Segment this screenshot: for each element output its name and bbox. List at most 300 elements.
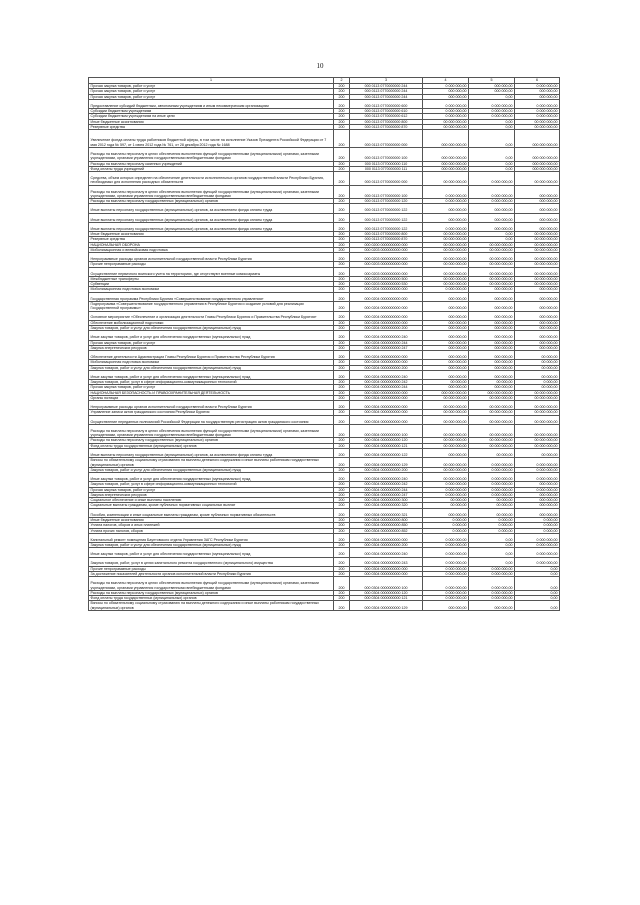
row-remainder-amount-cell: 00 000 000,00 [515,247,560,252]
row-approved-amount-cell: 0 000,00 [423,523,469,528]
row-executed-amount-cell: 000 000,00 [469,360,515,365]
row-budget-code-cell: 000 0203 0000000000 500 [350,276,423,281]
row-budget-code-cell: 000 0113 0770000000 120 [350,199,423,204]
row-executed-amount-cell: 0 000 000,00 [469,577,515,591]
row-remainder-amount-cell: 000 000 000,00 [515,166,560,171]
row-executed-amount-cell: 0,00 [469,124,515,129]
table-row [89,401,560,410]
row-budget-code-cell: 000 0113 0770000000 800 [350,119,423,124]
row-line-code-cell: 200 [334,253,350,262]
row-executed-amount-cell: 0 000 000,00 [469,473,515,482]
row-budget-code-cell: 000 0203 0000000000 000 [350,247,423,252]
row-remainder-amount-cell: 000 000,00 [515,345,560,350]
row-approved-amount-cell: 00 000,00 [423,498,469,503]
row-remainder-amount-cell: 000 000,00 [515,498,560,503]
row-remainder-amount-cell: 0,00 [515,577,560,591]
row-executed-amount-cell: 000 000,00 [469,601,515,611]
row-line-code-cell: 200 [334,601,350,611]
budget-table [88,77,560,611]
table-row [89,508,560,517]
row-remainder-amount-cell: 00 000,00 [515,449,560,458]
row-executed-amount-cell: 0 000 000,00 [469,482,515,487]
row-budget-code-cell: 000 0113 0770000000 600 [350,99,423,108]
row-approved-amount-cell: 00 000 000,00 [423,232,469,237]
row-name-cell: Прочая закупка товаров, работ и услуг [89,84,334,89]
row-budget-code-cell: 000 0203 0000000000 530 [350,282,423,287]
table-row [89,577,560,591]
row-line-code-cell: 200 [334,438,350,443]
row-approved-amount-cell: 0 000 000,00 [423,533,469,542]
row-remainder-amount-cell: 0 000,00 [515,528,560,533]
row-approved-amount-cell: 00 000 000,00 [423,473,469,482]
row-name-cell: Закупка товаров, работ и услуг для обеспечения государственных (муниципальных) нужд [89,467,334,472]
row-budget-code-cell: 000 0203 0000000000 000 [350,262,423,267]
row-approved-amount-cell: 000 000,00 [423,360,469,365]
row-executed-amount-cell: 000 000,00 [469,287,515,292]
row-name-cell: Расходы на выплаты персоналу в целях обеспечения выполнения функций государственными (муниципальными) органами, казенными учреждениями, органами управления государственными внебюджетными фондами [89,148,334,162]
row-remainder-amount-cell: 00 000,00 [515,370,560,379]
row-budget-code-cell: 000 0304 0000000000 320 [350,503,423,508]
row-remainder-amount-cell: 00 000 000,00 [515,232,560,237]
row-name-cell: Закупка энергетических ресурсов [89,492,334,497]
table-row [89,292,560,301]
row-approved-amount-cell: 00 000 000,00 [423,424,469,438]
row-budget-code-cell: 000 0304 0000000000 129 [350,458,423,468]
row-remainder-amount-cell: 0 000 000,00 [515,84,560,89]
row-name-cell: Расходы на выплаты персоналу государственных (муниципальных) органов [89,199,334,204]
row-line-code-cell: 200 [334,199,350,204]
row-remainder-amount-cell: 0,00 [515,566,560,571]
row-budget-code-cell: 000 0304 0000000000 121 [350,596,423,601]
row-remainder-amount-cell: 000 000,00 [515,213,560,222]
row-line-code-cell: 200 [334,449,350,458]
column-header: 6 [515,78,560,84]
row-line-code-cell: 200 [334,415,350,424]
row-budget-code-cell: 000 0203 0000000000 000 [350,267,423,276]
row-executed-amount-cell: 00 000 000,00 [469,282,515,287]
row-executed-amount-cell: 00 000 000,00 [469,415,515,424]
row-name-cell: Закупка товаров, работ, услуг в сфере информационно-коммуникационных технологий [89,482,334,487]
row-approved-amount-cell: 00 000,00 [423,503,469,508]
row-executed-amount-cell: 000 000,00 [469,204,515,213]
row-executed-amount-cell: 00 000,00 [469,498,515,503]
row-remainder-amount-cell: 00 000 000,00 [515,262,560,267]
row-name-cell: Государственная программа Республики Бурятия «Совершенствование государственного управления» [89,292,334,301]
row-name-cell: За достижение показателей деятельности органов исполнительной власти Республики Бурятия [89,572,334,577]
row-approved-amount-cell: 000 000,00 [423,345,469,350]
row-approved-amount-cell: 000 000,00 [423,365,469,370]
row-approved-amount-cell: 0 000 000,00 [423,287,469,292]
row-remainder-amount-cell: 00 000 000,00 [515,410,560,415]
table-row [89,557,560,566]
table-row [89,331,560,340]
row-name-cell: Иные закупки товаров, работ и услуг для обеспечения государственных (муниципальных) нужд [89,331,334,340]
row-approved-amount-cell: 00 000 000,00 [423,467,469,472]
row-executed-amount-cell: 0,00 [469,232,515,237]
row-name-cell: Прочая закупка товаров, работ и услуг [89,487,334,492]
row-executed-amount-cell: 000 000,00 [469,89,515,94]
row-budget-code-cell: 000 0113 0770000000 800 [350,232,423,237]
row-line-code-cell: 200 [334,566,350,571]
row-remainder-amount-cell: 0 000 000,00 [515,487,560,492]
row-name-cell: Непрограммные расходы органов исполнительной государственной власти Республики Бурятия [89,401,334,410]
row-executed-amount-cell: 000 000,00 [469,340,515,345]
row-remainder-amount-cell: 000 000,00 [515,301,560,311]
row-approved-amount-cell: 00 000 000,00 [423,267,469,276]
row-line-code-cell: 200 [334,276,350,281]
row-executed-amount-cell: 000 000,00 [469,222,515,231]
row-name-cell: Мобилизационная подготовка экономики [89,287,334,292]
row-approved-amount-cell: 000 000 000,00 [423,130,469,148]
row-remainder-amount-cell: 000 000,00 [515,287,560,292]
row-budget-code-cell: 000 0113 0770000000 244 [350,94,423,99]
row-remainder-amount-cell: 00 000 000,00 [515,267,560,276]
row-name-cell: Осуществление переданных полномочий Российской Федерации на государственную регистрацию актов гражданского состояния [89,415,334,424]
row-remainder-amount-cell: 0,00 [515,572,560,577]
row-remainder-amount-cell: 0 000 000,00 [515,114,560,119]
row-budget-code-cell: 000 0304 0000000000 000 [350,401,423,410]
row-executed-amount-cell: 00 000,00 [469,508,515,517]
row-executed-amount-cell: 0,00 [469,166,515,171]
table-row [89,601,560,611]
row-remainder-amount-cell: 00 000,00 [515,360,560,365]
row-executed-amount-cell: 0 000 000,00 [469,596,515,601]
row-remainder-amount-cell: 00 000 000,00 [515,443,560,448]
row-line-code-cell: 200 [334,395,350,400]
row-line-code-cell: 200 [334,345,350,350]
row-budget-code-cell: 000 0304 0000000000 000 [350,572,423,577]
row-budget-code-cell: 000 0204 0000000000 000 [350,320,423,325]
row-executed-amount-cell: 000 000,00 [469,365,515,370]
row-budget-code-cell: 000 0204 0000000000 000 [350,360,423,365]
table-row [89,415,560,424]
row-line-code-cell: 200 [334,282,350,287]
row-budget-code-cell: 000 0204 0000000000 247 [350,345,423,350]
row-executed-amount-cell: 00 000,00 [469,449,515,458]
row-line-code-cell: 200 [334,247,350,252]
row-executed-amount-cell: 00 000 000,00 [469,242,515,247]
row-remainder-amount-cell: 000 000,00 [515,482,560,487]
row-approved-amount-cell: 00 000 000,00 [423,415,469,424]
row-name-cell: Расходы на выплаты персоналу в целях обеспечения выполнения функций государственными (муниципальными) органами, казенными учреждениями, органами управления государственными внебюджетными фондами [89,185,334,199]
row-name-cell: Расходы на выплаты персоналу в целях обеспечения выполнения функций государственными (муниципальными) органами, казенными учреждениями, органами управления государственными внебюджетными фондами [89,577,334,591]
row-line-code-cell: 200 [334,385,350,390]
table-row [89,301,560,311]
row-executed-amount-cell: 0 000 000,00 [469,458,515,468]
row-budget-code-cell: 000 0304 0000000000 244 [350,487,423,492]
row-remainder-amount-cell: 000 000,00 [515,340,560,345]
row-line-code-cell: 200 [334,185,350,199]
row-line-code-cell: 200 [334,528,350,533]
row-executed-amount-cell: 00 000 000,00 [469,253,515,262]
column-header: 2 [334,78,350,84]
row-name-cell: Обеспечение мобилизационной подготовки [89,320,334,325]
row-executed-amount-cell: 000 000,00 [469,351,515,360]
row-executed-amount-cell: 0 000 000,00 [469,114,515,119]
row-remainder-amount-cell: 000 000,00 [515,311,560,320]
row-approved-amount-cell: 000 000,00 [423,311,469,320]
row-name-cell: Резервные средства [89,237,334,242]
row-approved-amount-cell: 000 000,00 [423,94,469,99]
row-name-cell: Предоставление субсидий бюджетным, автономным учреждениям и иным некоммерческим организациям [89,99,334,108]
row-name-cell: Управление записи актов гражданского состояния Республики Бурятия [89,410,334,415]
row-line-code-cell: 200 [334,148,350,162]
row-executed-amount-cell: 0 000 000,00 [469,467,515,472]
row-line-code-cell: 200 [334,590,350,595]
table-row [89,185,560,199]
row-line-code-cell: 200 [334,557,350,566]
row-name-cell: Уплата прочих налогов, сборов [89,528,334,533]
row-line-code-cell: 200 [334,498,350,503]
row-remainder-amount-cell: 0 000,00 [515,523,560,528]
row-approved-amount-cell: 0 000 000,00 [423,482,469,487]
row-executed-amount-cell: 0 000 000,00 [469,172,515,186]
row-line-code-cell: 200 [334,390,350,395]
row-line-code-cell: 200 [334,365,350,370]
row-budget-code-cell: 000 0113 0770000000 100 [350,148,423,162]
row-remainder-amount-cell: 000 000,00 [515,326,560,331]
row-executed-amount-cell: 00 000 000,00 [469,262,515,267]
row-name-cell: Социальное обеспечение и иные выплаты населению [89,498,334,503]
row-remainder-amount-cell: 00 000 000,00 [515,242,560,247]
row-line-code-cell: 200 [334,331,350,340]
row-remainder-amount-cell: 000 000,00 [515,331,560,340]
row-line-code-cell: 200 [334,473,350,482]
row-executed-amount-cell: 000 000,00 [469,292,515,301]
row-executed-amount-cell: 0,00 [469,543,515,548]
row-approved-amount-cell: 0 000 000,00 [423,596,469,601]
row-remainder-amount-cell: 00 000 000,00 [515,119,560,124]
row-remainder-amount-cell: 0 000 000,00 [515,458,560,468]
row-remainder-amount-cell: 00 000,00 [515,385,560,390]
row-budget-code-cell: 000 0113 0770000000 111 [350,166,423,171]
row-line-code-cell: 200 [334,213,350,222]
row-remainder-amount-cell: 0 000 000,00 [515,467,560,472]
table-row [89,213,560,222]
row-budget-code-cell: 000 0304 0000000000 240 [350,548,423,557]
row-approved-amount-cell: 000 000,00 [423,326,469,331]
row-approved-amount-cell: 0 000,00 [423,528,469,533]
row-line-code-cell: 200 [334,311,350,320]
row-line-code-cell: 200 [334,320,350,325]
row-line-code-cell: 200 [334,232,350,237]
row-name-cell: Прочие непрограммные расходы [89,566,334,571]
row-line-code-cell: 200 [334,572,350,577]
table-row [89,533,560,542]
row-remainder-amount-cell: 00 000 000,00 [515,124,560,129]
row-remainder-amount-cell: 0 000 000,00 [515,548,560,557]
row-name-cell: Органы юстиции [89,395,334,400]
row-budget-code-cell: 000 0113 0770000000 000 [350,130,423,148]
row-remainder-amount-cell: 0 000,00 [515,517,560,522]
row-name-cell: Субсидии бюджетным учреждениям на иные цели [89,114,334,119]
row-approved-amount-cell: 0 000 000,00 [423,577,469,591]
row-executed-amount-cell: 0 000 000,00 [469,590,515,595]
row-approved-amount-cell: 0 000 000,00 [423,548,469,557]
row-budget-code-cell: 000 0204 0000000000 244 [350,385,423,390]
row-budget-code-cell: 000 0304 0000000000 000 [350,395,423,400]
row-line-code-cell: 200 [334,301,350,311]
row-name-cell: Расходы на выплаты персоналу казенных учреждений [89,161,334,166]
row-line-code-cell: 200 [334,380,350,385]
row-approved-amount-cell: 00 000,00 [423,380,469,385]
row-approved-amount-cell: 0 000 000,00 [423,492,469,497]
row-line-code-cell: 200 [334,99,350,108]
row-approved-amount-cell: 000 000,00 [423,292,469,301]
column-header: 4 [423,78,469,84]
row-budget-code-cell: 000 0204 0000000000 200 [350,365,423,370]
row-approved-amount-cell: 0 000 000,00 [423,557,469,566]
row-line-code-cell: 200 [334,130,350,148]
row-executed-amount-cell: 0 000 000,00 [469,185,515,199]
row-approved-amount-cell: 00 000 000,00 [423,395,469,400]
row-budget-code-cell: 000 0304 0000000000 100 [350,424,423,438]
row-executed-amount-cell: 0 000 000,00 [469,566,515,571]
row-executed-amount-cell: 000 000,00 [469,311,515,320]
row-name-cell: Фонд оплаты труда учреждений [89,166,334,171]
row-budget-code-cell: 000 0204 0000000000 242 [350,380,423,385]
row-remainder-amount-cell: 00 000 000,00 [515,172,560,186]
row-executed-amount-cell: 0 000 000,00 [469,572,515,577]
row-name-cell: Закупка товаров, работ и услуг для обеспечения государственных (муниципальных) нужд [89,543,334,548]
row-line-code-cell: 200 [334,533,350,542]
row-executed-amount-cell: 0,00 [469,148,515,162]
row-remainder-amount-cell: 000 000,00 [515,94,560,99]
row-approved-amount-cell: 0 000 000,00 [423,572,469,577]
row-remainder-amount-cell: 0,00 [515,601,560,611]
row-name-cell: Субсидии бюджетным учреждениям [89,109,334,114]
row-budget-code-cell: 000 0304 0000000000 000 [350,410,423,415]
row-name-cell: Резервные средства [89,124,334,129]
row-budget-code-cell: 000 0113 0770000000 122 [350,213,423,222]
row-line-code-cell: 200 [334,340,350,345]
column-header: 1 [89,78,334,84]
row-budget-code-cell: 000 0304 0000000000 100 [350,577,423,591]
row-executed-amount-cell: 0 000 000,00 [469,492,515,497]
row-name-cell: Закупка товаров, работ и услуг для обеспечения государственных (муниципальных) нужд [89,326,334,331]
row-executed-amount-cell: 00 000,00 [469,380,515,385]
row-remainder-amount-cell: 00 000 000,00 [515,424,560,438]
row-line-code-cell: 200 [334,166,350,171]
row-remainder-amount-cell: 000 000 000,00 [515,130,560,148]
table-row [89,473,560,482]
row-budget-code-cell: 000 0304 0000000000 242 [350,482,423,487]
row-name-cell: Иные бюджетные ассигнования [89,517,334,522]
row-approved-amount-cell: 0 000 000,00 [423,84,469,89]
row-name-cell: Обеспечение деятельности Администрации Главы Республики Бурятия и Правительства Республики Бурятия [89,351,334,360]
row-approved-amount-cell: 00 000 000,00 [423,242,469,247]
table-row [89,458,560,468]
row-budget-code-cell: 000 0204 0000000000 200 [350,326,423,331]
row-approved-amount-cell: 00 000 000,00 [423,172,469,186]
row-approved-amount-cell: 0 000 000,00 [423,99,469,108]
row-budget-code-cell: 000 0304 0000000000 122 [350,449,423,458]
row-executed-amount-cell: 00 000,00 [469,503,515,508]
row-remainder-amount-cell: 00 000 000,00 [515,237,560,242]
row-remainder-amount-cell: 0 000 000,00 [515,543,560,548]
row-approved-amount-cell: 0 000 000,00 [423,185,469,199]
table-row [89,222,560,231]
row-line-code-cell: 200 [334,467,350,472]
row-line-code-cell: 200 [334,517,350,522]
row-line-code-cell: 200 [334,351,350,360]
row-remainder-amount-cell: 0 000 000,00 [515,533,560,542]
row-executed-amount-cell: 000 000,00 [469,345,515,350]
row-remainder-amount-cell: 00 000 000,00 [515,438,560,443]
table-row [89,351,560,360]
page-number: 10 [316,62,324,70]
row-approved-amount-cell: 00 000 000,00 [423,119,469,124]
row-name-cell: Подпрограмма «Совершенствование государственного управления в Республике Бурятия и создание условий для реализации Государственной программы» [89,301,334,311]
row-executed-amount-cell: 00 000 000,00 [469,395,515,400]
table-row [89,424,560,438]
row-executed-amount-cell: 0 000 000,00 [469,99,515,108]
row-budget-code-cell: 000 0304 0000000000 240 [350,473,423,482]
table-row [89,253,560,262]
row-executed-amount-cell: 00 000 000,00 [469,401,515,410]
row-executed-amount-cell: 00 000 000,00 [469,443,515,448]
table-row [89,370,560,379]
row-approved-amount-cell: 0 000 000,00 [423,566,469,571]
row-remainder-amount-cell: 00 000 000,00 [515,390,560,395]
row-budget-code-cell: 000 0304 0000000000 000 [350,415,423,424]
row-line-code-cell: 200 [334,548,350,557]
row-budget-code-cell: 000 0113 0770000000 110 [350,161,423,166]
row-approved-amount-cell: 000 000,00 [423,301,469,311]
row-approved-amount-cell: 0 000 000,00 [423,199,469,204]
row-budget-code-cell: 000 0203 0000000000 000 [350,253,423,262]
row-name-cell: Прочая закупка товаров, работ и услуг [89,89,334,94]
row-name-cell: Мобилизационная подготовка экономики [89,360,334,365]
row-approved-amount-cell: 0 000 000,00 [423,109,469,114]
table-row [89,267,560,276]
row-budget-code-cell: 000 0113 0770000000 122 [350,222,423,231]
row-approved-amount-cell: 00 000 000,00 [423,438,469,443]
row-executed-amount-cell: 0,00 [469,161,515,166]
row-approved-amount-cell: 00 000 000,00 [423,443,469,448]
row-line-code-cell: 200 [334,401,350,410]
row-name-cell: Капитальный ремонт помещения Баунтовского отдела Управления ЗАГС Республики Бурятия [89,533,334,542]
row-approved-amount-cell: 000 000,00 [423,508,469,517]
row-remainder-amount-cell: 000 000,00 [515,508,560,517]
row-executed-amount-cell: 000 000 000,00 [469,390,515,395]
row-budget-code-cell: 000 0204 0000000000 000 [350,287,423,292]
row-executed-amount-cell: 0,00 [469,533,515,542]
row-approved-amount-cell: 000 000,00 [423,351,469,360]
row-line-code-cell: 200 [334,458,350,468]
row-budget-code-cell: 000 0304 0000000000 120 [350,590,423,595]
row-line-code-cell: 200 [334,577,350,591]
row-line-code-cell: 200 [334,424,350,438]
row-approved-amount-cell: 00 000 000,00 [423,276,469,281]
table-row [89,548,560,557]
row-approved-amount-cell: 00 000 000,00 [423,124,469,129]
row-budget-code-cell: 000 0304 0000000000 129 [350,601,423,611]
row-executed-amount-cell: 000 000,00 [469,326,515,331]
row-executed-amount-cell: 000 000,00 [469,213,515,222]
row-name-cell: Межбюджетные трансферты [89,276,334,281]
row-budget-code-cell: 000 0204 0000000000 000 [350,351,423,360]
row-line-code-cell: 200 [334,94,350,99]
row-name-cell: Фонд оплаты труда государственных (муниципальных) органов [89,596,334,601]
row-executed-amount-cell: 000 000,00 [469,84,515,89]
row-approved-amount-cell: 0 000 000,00 [423,590,469,595]
row-name-cell: Пособия, компенсации и иные социальные выплаты гражданам, кроме публичных нормативных обязательств [89,508,334,517]
row-name-cell: Расходы на выплаты персоналу государственных (муниципальных) органов [89,590,334,595]
row-budget-code-cell: 000 0113 0770000000 612 [350,114,423,119]
row-approved-amount-cell: 000 000,00 [423,601,469,611]
row-remainder-amount-cell: 00 000 000,00 [515,276,560,281]
